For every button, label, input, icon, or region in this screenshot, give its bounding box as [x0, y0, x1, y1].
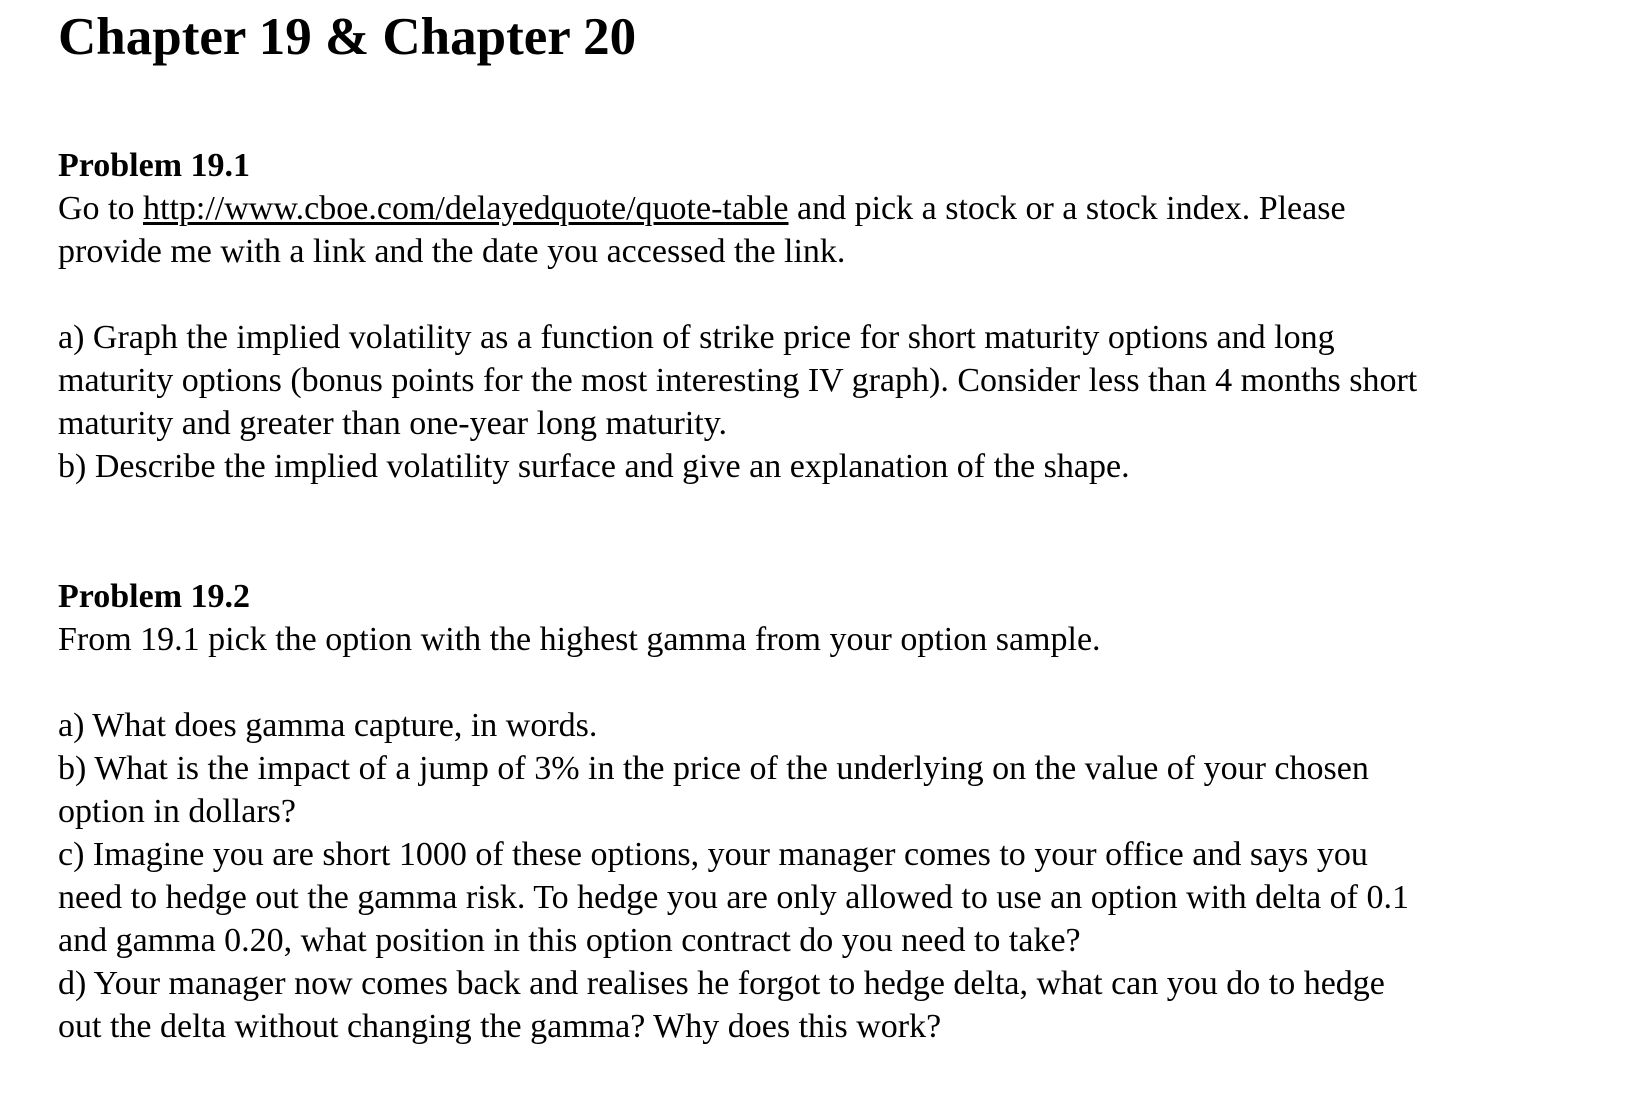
question-b-line: b) What is the impact of a jump of 3% in the price of the underlying on the value of your chosen [58, 750, 1369, 787]
question-a-line: a) What does gamma capture, in words. [58, 707, 598, 744]
question-a-line: a) Graph the implied volatility as a function of strike price for short maturity options and long [58, 319, 1335, 356]
question-c-line: and gamma 0.20, what position in this option contract do you need to take? [58, 922, 1081, 959]
page-title: Chapter 19 & Chapter 20 [58, 8, 637, 66]
question-c-line: c) Imagine you are short 1000 of these options, your manager comes to your office and says you [58, 836, 1368, 873]
question-c-line: need to hedge out the gamma risk. To hedge you are only allowed to use an option with delta of 0.1 [58, 879, 1410, 916]
paragraph-spacer [58, 661, 1598, 704]
intro-prefix: Go to [58, 190, 143, 227]
problem-intro-line [58, 187, 1598, 230]
question-b-line: option in dollars? [58, 793, 296, 830]
question-d-line: out the delta without changing the gamma? Why does this work? [58, 1008, 942, 1045]
question-b-line: b) Describe the implied volatility surface and give an explanation of the shape. [58, 448, 1130, 485]
intro-suffix: and pick a stock or a stock index. Please [788, 190, 1346, 227]
problem-heading: Problem 19.2 [58, 578, 251, 615]
question-d-line: d) Your manager now comes back and realises he forgot to hedge delta, what can you do to hedge [58, 965, 1385, 1002]
question-a-line: maturity options (bonus points for the most interesting IV graph). Consider less than 4 months short [58, 362, 1418, 399]
cboe-quote-table-link[interactable]: http://www.cboe.com/delayedquote/quote-table [143, 190, 789, 227]
question-a-line: maturity and greater than one-year long maturity. [58, 405, 728, 442]
problem-intro-line: From 19.1 pick the option with the highest gamma from your option sample. [58, 621, 1101, 658]
problem-19-1 [58, 144, 1598, 488]
problem-heading: Problem 19.1 [58, 147, 251, 184]
paragraph-spacer [58, 273, 1598, 316]
problem-intro-line: provide me with a link and the date you accessed the link. [58, 233, 846, 270]
problem-19-2 [58, 575, 1598, 1048]
